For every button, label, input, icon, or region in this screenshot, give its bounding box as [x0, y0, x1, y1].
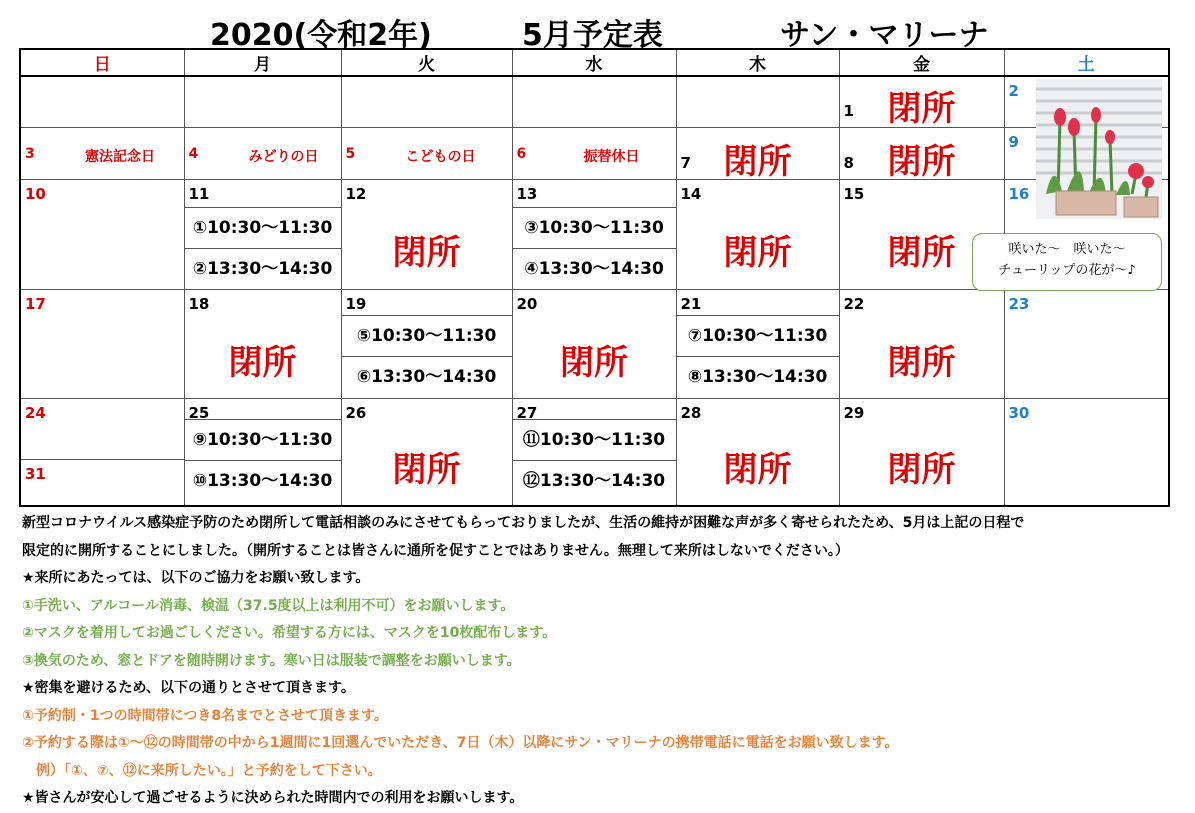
- day-cell-4: [184, 127, 341, 179]
- title-year: 2020(令和2年): [210, 18, 432, 53]
- speech-bubble: [972, 233, 1162, 291]
- closed-label: 閉所: [723, 233, 792, 274]
- time-slot: ②13:30～14:30: [185, 248, 341, 289]
- day-cell-3: [20, 127, 184, 179]
- notes-item: ③換気のため、窓とドアを随時開けます。寒い日は服装で調整をお願いします。: [22, 652, 521, 669]
- day-number: 17: [25, 294, 46, 313]
- tulip-photo: [1036, 79, 1162, 219]
- day-cell-empty: [676, 76, 839, 127]
- day-cell-empty: [512, 76, 676, 127]
- closed-label: 閉所: [392, 233, 461, 274]
- title-place: サン・マリーナ: [780, 18, 989, 53]
- day-cell-7: [676, 127, 839, 182]
- notes-item: ①予約制・1つの時間帯につき8名までとさせて頂きます。: [22, 707, 388, 724]
- closed-label: 閉所: [228, 342, 297, 383]
- notes-intro: 新型コロナウイルス感染症予防のため閉所して電話相談のみにさせてもらっておりましたが、生活の維持が困難な声が多く寄せられたため、5月は上記の日程で: [22, 515, 1025, 531]
- day-number: 2: [1008, 82, 1019, 101]
- day-number: 25: [188, 403, 210, 422]
- weekday-tue: 火: [341, 49, 512, 76]
- time-slot: ⑤10:30～11:30: [342, 315, 512, 356]
- day-cell-8: [839, 127, 1004, 182]
- holiday-name: 振替休日: [583, 148, 640, 165]
- notes-heading: ★皆さんが安心して過ごせるように決められた時間内での利用をお願いします。: [22, 790, 524, 806]
- day-cell-6: [512, 127, 676, 179]
- day-cell-10: [20, 180, 184, 289]
- notes-item: 例）「①、⑦、⑫に来所したい。」と予約をして下さい。: [22, 762, 382, 779]
- week-row: [20, 127, 1169, 179]
- day-cell-29: [839, 398, 1004, 506]
- day-number: 13: [516, 185, 538, 204]
- closed-label: 閉所: [887, 342, 956, 383]
- bubble-line: チューリップの花が～♪: [998, 263, 1136, 278]
- day-cell-17: [20, 289, 184, 398]
- holiday-name: こどもの日: [405, 148, 476, 165]
- day-number: 26: [345, 403, 367, 422]
- day-number: 31: [25, 464, 46, 483]
- notes-section: [22, 510, 1182, 813]
- day-number: 15: [843, 185, 865, 204]
- day-number: 7: [680, 154, 691, 173]
- day-cell-12: [341, 180, 512, 289]
- day-number: 6: [516, 145, 527, 162]
- closed-label: 閉所: [887, 141, 956, 182]
- day-cell-empty: [20, 76, 184, 127]
- title-month: 5月予定表: [522, 18, 663, 53]
- time-slot: ⑨10:30～11:30: [185, 419, 341, 460]
- notes-item: ②マスクを着用してお過ごしください。希望する方には、マスクを10枚配布します。: [22, 625, 557, 641]
- day-number: 27: [516, 403, 538, 422]
- time-slot: ⑥13:30～14:30: [342, 356, 512, 397]
- day-cell-25: [184, 398, 341, 506]
- weekday-fri: 金: [839, 49, 1004, 76]
- notes-item: ②予約する際は①～⑫の時間帯の中から1週間に1回選んでいただき、7日（木）以降にサン・マリーナの携帯電話に電話をお願い致します。: [22, 735, 899, 751]
- day-number: 23: [1008, 294, 1030, 313]
- day-cell-23: [1004, 289, 1169, 398]
- weekday-sun: 日: [20, 49, 184, 76]
- day-number: 21: [680, 294, 702, 313]
- notes-heading: ★密集を避けるため、以下の通りとさせて頂きます。: [22, 680, 355, 696]
- day-cell-14: [676, 180, 839, 289]
- holiday-name: 憲法記念日: [85, 148, 155, 165]
- weekday-thu: 木: [676, 49, 839, 76]
- day-number: 12: [345, 185, 367, 204]
- day-cell-19: [341, 289, 512, 398]
- day-number: 20: [516, 294, 538, 313]
- closed-label: 閉所: [887, 89, 956, 130]
- week-row: [20, 76, 1169, 127]
- day-number: 16: [1008, 185, 1030, 204]
- day-number: 11: [188, 185, 210, 204]
- day-cell-22: [839, 289, 1004, 398]
- closed-label: 閉所: [887, 233, 956, 274]
- day-cell-18: [184, 289, 341, 398]
- day-cell-26: [341, 398, 512, 506]
- day-number: 29: [843, 403, 865, 422]
- weekday-header-row: [20, 49, 1169, 76]
- day-number: 9: [1008, 132, 1019, 151]
- time-slot: ⑦10:30～11:30: [677, 315, 839, 356]
- time-slot: ③10:30～11:30: [513, 207, 676, 248]
- day-number: 22: [843, 294, 865, 313]
- closed-label: 閉所: [723, 449, 792, 490]
- day-number: 14: [680, 185, 702, 204]
- day-number: 1: [843, 101, 854, 120]
- weekday-mon: 月: [184, 49, 341, 76]
- day-cell-30: [1004, 398, 1169, 506]
- closed-label: 閉所: [392, 449, 461, 490]
- closed-label: 閉所: [560, 342, 628, 383]
- day-number: 4: [188, 145, 199, 162]
- day-cell-empty: [184, 76, 341, 127]
- day-cell-21: [676, 289, 839, 398]
- day-cell-13: [512, 180, 676, 289]
- time-slot: ⑩13:30～14:30: [185, 460, 341, 501]
- time-slot: ⑫13:30～14:30: [513, 460, 676, 501]
- day-number: 28: [680, 403, 702, 422]
- day-number: 24: [25, 403, 46, 422]
- notes-intro: 限定的に開所することにしました。（開所することは皆さんに通所を促すことではありません。無理して来所はしないでください。）: [22, 542, 849, 559]
- day-cell-24-31: [20, 398, 184, 506]
- time-slot: ①10:30～11:30: [185, 207, 341, 248]
- closed-label: 閉所: [887, 449, 956, 490]
- day-cell-28: [676, 398, 839, 506]
- day-cell-1: [839, 76, 1004, 130]
- day-number: 30: [1008, 403, 1030, 422]
- week-row: [20, 398, 1169, 506]
- holiday-name: みどりの日: [248, 148, 319, 165]
- day-number: 8: [843, 154, 854, 173]
- notes-item: ①手洗い、アルコール消毒、検温（37.5度以上は利用不可）をお願いします。: [22, 597, 515, 614]
- bubble-line: 咲いた～ 咲いた～: [1008, 242, 1126, 257]
- closed-label: 閉所: [723, 141, 792, 182]
- day-cell-5: [341, 127, 512, 179]
- day-number: 19: [345, 294, 367, 313]
- day-number: 5: [345, 145, 356, 162]
- day-number: 10: [25, 185, 46, 204]
- time-slot: ④13:30～14:30: [513, 248, 676, 289]
- week-row: [20, 289, 1169, 398]
- day-cell-11: [184, 180, 341, 289]
- time-slot: ⑧13:30～14:30: [677, 356, 839, 397]
- notes-heading: ★来所にあたっては、以下のご協力をお願い致します。: [22, 570, 370, 586]
- time-slot: ⑪10:30～11:30: [513, 419, 676, 460]
- day-cell-20: [512, 289, 676, 398]
- day-cell-27: [512, 398, 676, 506]
- day-cell-empty: [341, 76, 512, 127]
- weekday-wed: 水: [512, 49, 676, 76]
- weekday-sat: 土: [1004, 49, 1169, 76]
- day-number: 18: [188, 294, 210, 313]
- day-number: 3: [25, 145, 35, 162]
